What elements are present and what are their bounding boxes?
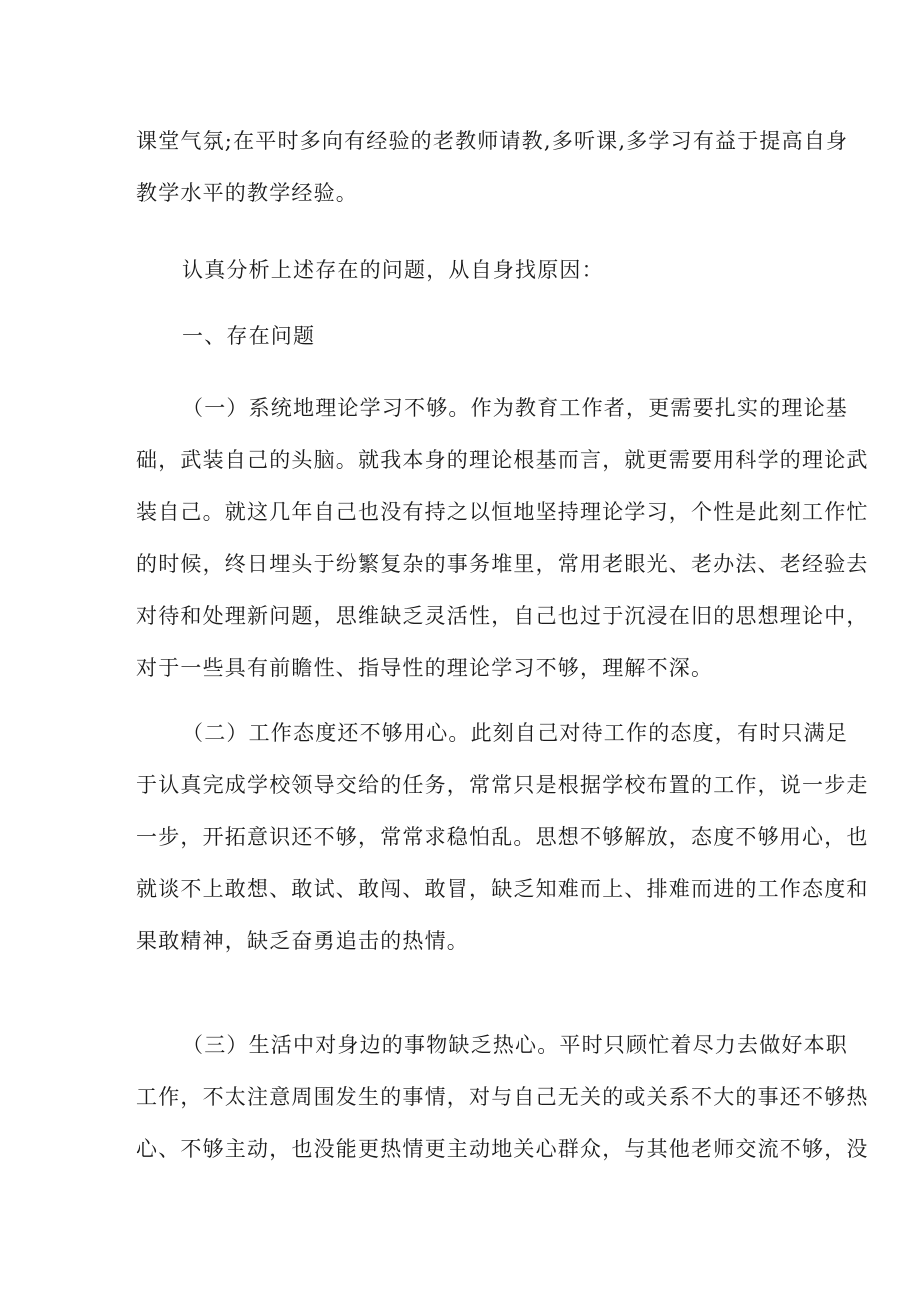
paragraph-item-3 xyxy=(136,1019,869,1175)
text-line: 于认真完成学校领导交给的任务，常常只是根据学校布置的工作，说一步走 xyxy=(136,773,869,797)
paragraph-item-2 xyxy=(136,707,869,967)
text-line: （一）系统地理论学习不够。作为教育工作者，更需要扎实的理论基 xyxy=(182,396,848,420)
text-line: 教学水平的教学经验。 xyxy=(136,181,358,205)
text-line: 对待和处理新问题，思维缺乏灵活性，自己也过于沉浸在旧的思想理论中， xyxy=(136,604,869,628)
paragraph-analysis-intro: 认真分析上述存在的问题，从自身找原因： xyxy=(182,258,604,282)
text-line: 对于一些具有前瞻性、指导性的理论学习不够，理解不深。 xyxy=(136,656,714,680)
text-line: 础，武装自己的头脑。就我本身的理论根基而言，就更需要用科学的理论武 xyxy=(136,448,869,472)
text-line: 果敢精神，缺乏奋勇追击的热情。 xyxy=(136,929,469,953)
text-line: 的时候，终日埋头于纷繁复杂的事务堆里，常用老眼光、老办法、老经验去 xyxy=(136,552,869,576)
section-heading: 一、存在问题 xyxy=(182,324,316,348)
text-line: 工作，不太注意周围发生的事情，对与自己无关的或关系不大的事还不够热 xyxy=(136,1085,869,1109)
text-line: 一步，开拓意识还不够，常常求稳怕乱。思想不够解放，态度不够用心，也 xyxy=(136,825,869,849)
text-line: 课堂气氛;在平时多向有经验的老教师请教,多听课,多学习有益于提高自身 xyxy=(136,129,849,153)
text-line: （三）生活中对身边的事物缺乏热心。平时只顾忙着尽力去做好本职 xyxy=(182,1033,848,1057)
paragraph-item-1 xyxy=(136,382,869,694)
text-line: 就谈不上敢想、敢试、敢闯、敢冒，缺乏知难而上、排难而进的工作态度和 xyxy=(136,877,869,901)
text-line: （二）工作态度还不够用心。此刻自己对待工作的态度，有时只满足 xyxy=(182,721,848,745)
text-line: 心、不够主动，也没能更热情更主动地关心群众，与其他老师交流不够，没 xyxy=(136,1137,869,1161)
text-line: 装自己。就这几年自己也没有持之以恒地坚持理论学习，个性是此刻工作忙 xyxy=(136,500,869,524)
paragraph-continuation xyxy=(136,115,849,219)
